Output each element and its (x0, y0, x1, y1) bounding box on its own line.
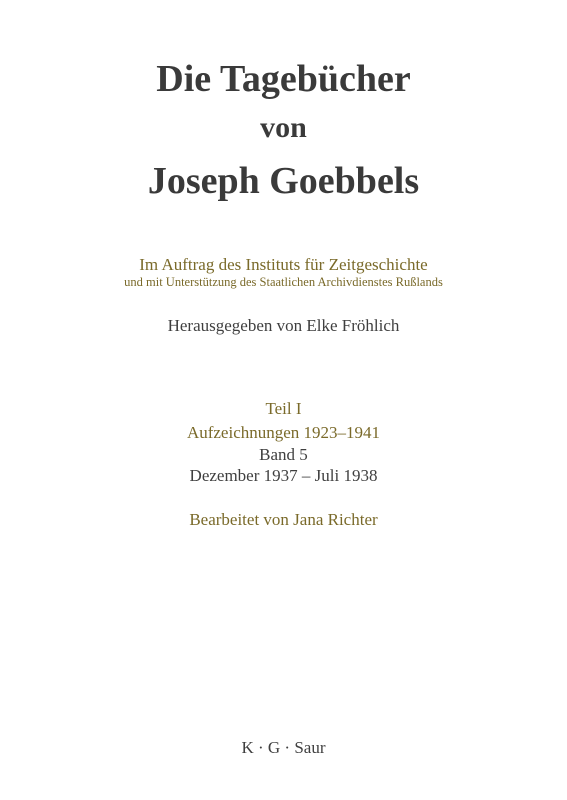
editor-line: Herausgegeben von Elke Fröhlich (167, 316, 400, 335)
volume-line: Band 5 (259, 445, 308, 464)
title-line-1: Die Tagebücher (156, 58, 411, 100)
records-line: Aufzeichnungen 1923–1941 (186, 423, 381, 442)
period-line: Dezember 1937 – Juli 1938 (189, 466, 378, 485)
publisher-imprint: K · G · Saur (241, 738, 326, 757)
edited-by-line: Bearbeitet von Jana Richter (189, 510, 378, 529)
commission-line-1: Im Auftrag des Instituts für Zeitgeschichte (139, 255, 428, 274)
title-line-3: Joseph Goebbels (147, 160, 420, 202)
title-line-2: von (260, 111, 307, 144)
commission-line-2: und mit Unterstützung des Staatlichen Archivdienstes Rußlands (124, 275, 443, 289)
part-line: Teil I (265, 399, 302, 418)
